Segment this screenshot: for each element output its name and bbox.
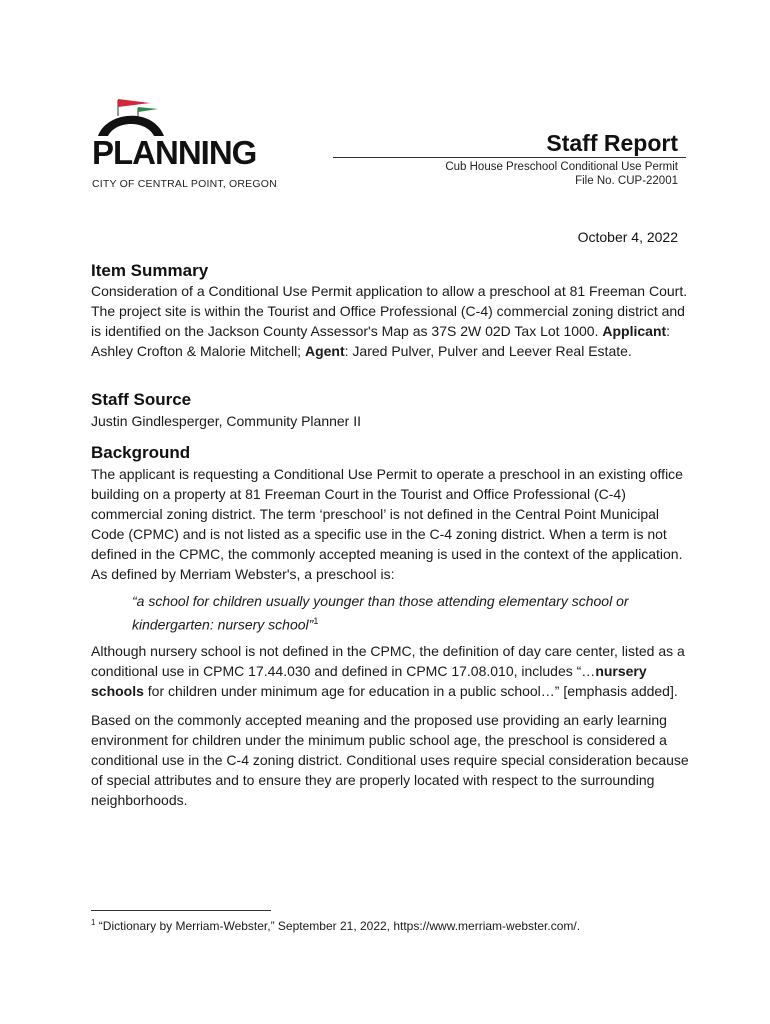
definition-quote: [132, 591, 652, 635]
footnote: [91, 915, 691, 934]
logo-subtitle: CITY OF CENTRAL POINT, OREGON: [92, 178, 277, 190]
report-subtitle-block: [445, 160, 678, 188]
paragraph-2-emphasis: nursery schools: [91, 663, 647, 699]
report-date: October 4, 2022: [577, 229, 678, 245]
item-summary-text: [91, 281, 691, 361]
item-summary-heading: Item Summary: [91, 261, 209, 280]
logo-wordmark: PLANNING: [92, 134, 257, 171]
applicant-label: Applicant: [602, 323, 667, 339]
footnote-number: 1: [91, 918, 96, 927]
item-summary-body: Consideration of a Conditional Use Permit application to allow a preschool at 81 Freeman Court. The project site is within the Tourist and Office Professional (C-4) commercial zoning district and is identified on the Jackson County Assessor's Map as 37S 2W 02D Tax Lot 1000.: [91, 283, 688, 339]
applicant-value: : Ashley Crofton & Malorie Mitchell;: [91, 323, 671, 359]
background-paragraph-3: Based on the commonly accepted meaning and the proposed use providing an early learning environment for children under the minimum public school age, the preschool is considered a conditional use in the C-4 zoning district. Conditional uses require special consideration because of special attributes and to ensure they are properly located with respect to the surrounding neighborhoods.: [91, 712, 689, 808]
definition-quote-text: “a school for children usually younger than those attending elementary school or kindergarten: nursery school”: [132, 593, 629, 633]
paragraph-2-end: for children under minimum age for education in a public school…” [emphasis added].: [143, 683, 678, 699]
staff-source-heading: Staff Source: [91, 390, 192, 409]
agent-label: Agent: [304, 343, 345, 359]
report-title: Staff Report: [546, 130, 678, 156]
report-subtitle: Cub House Preschool Conditional Use Permit: [445, 161, 678, 173]
paragraph-2-start: Although nursery school is not defined in the CPMC, the definition of day care center, listed as a conditional use in CPMC 17.44.030 and defined in CPMC 17.08.010, includes “…: [91, 643, 685, 679]
staff-source-text: Justin Gindlesperger, Community Planner II: [91, 413, 362, 429]
footnote-text: “Dictionary by Merriam-Webster,” September 21, 2022, https://www.merriam-webster.com/.: [95, 919, 581, 933]
background-heading: Background: [91, 443, 191, 462]
header-divider: [333, 157, 686, 158]
agent-value: : Jared Pulver, Pulver and Leever Real Estate.: [344, 343, 632, 359]
background-paragraph-2: [91, 641, 691, 701]
planning-logo: [92, 96, 277, 196]
file-number: File No. CUP-22001: [575, 175, 678, 187]
footnote-ref: 1: [313, 616, 319, 626]
background-paragraph-1: The applicant is requesting a Conditional Use Permit to operate a preschool in an existing office building on a property at 81 Freeman Court in the Tourist and Office Professional (C-4) commercial zoning district. The term ‘preschool’ is not defined in the Central Point Municipal Code (CPMC) and is not listed as a specific use in the C-4 zoning district. When a term is not defined in the CPMC, the commonly accepted meaning is used in the context of the application. As defined by Merriam Webster's, a preschool is:: [91, 466, 683, 582]
footnote-divider: [91, 910, 271, 911]
